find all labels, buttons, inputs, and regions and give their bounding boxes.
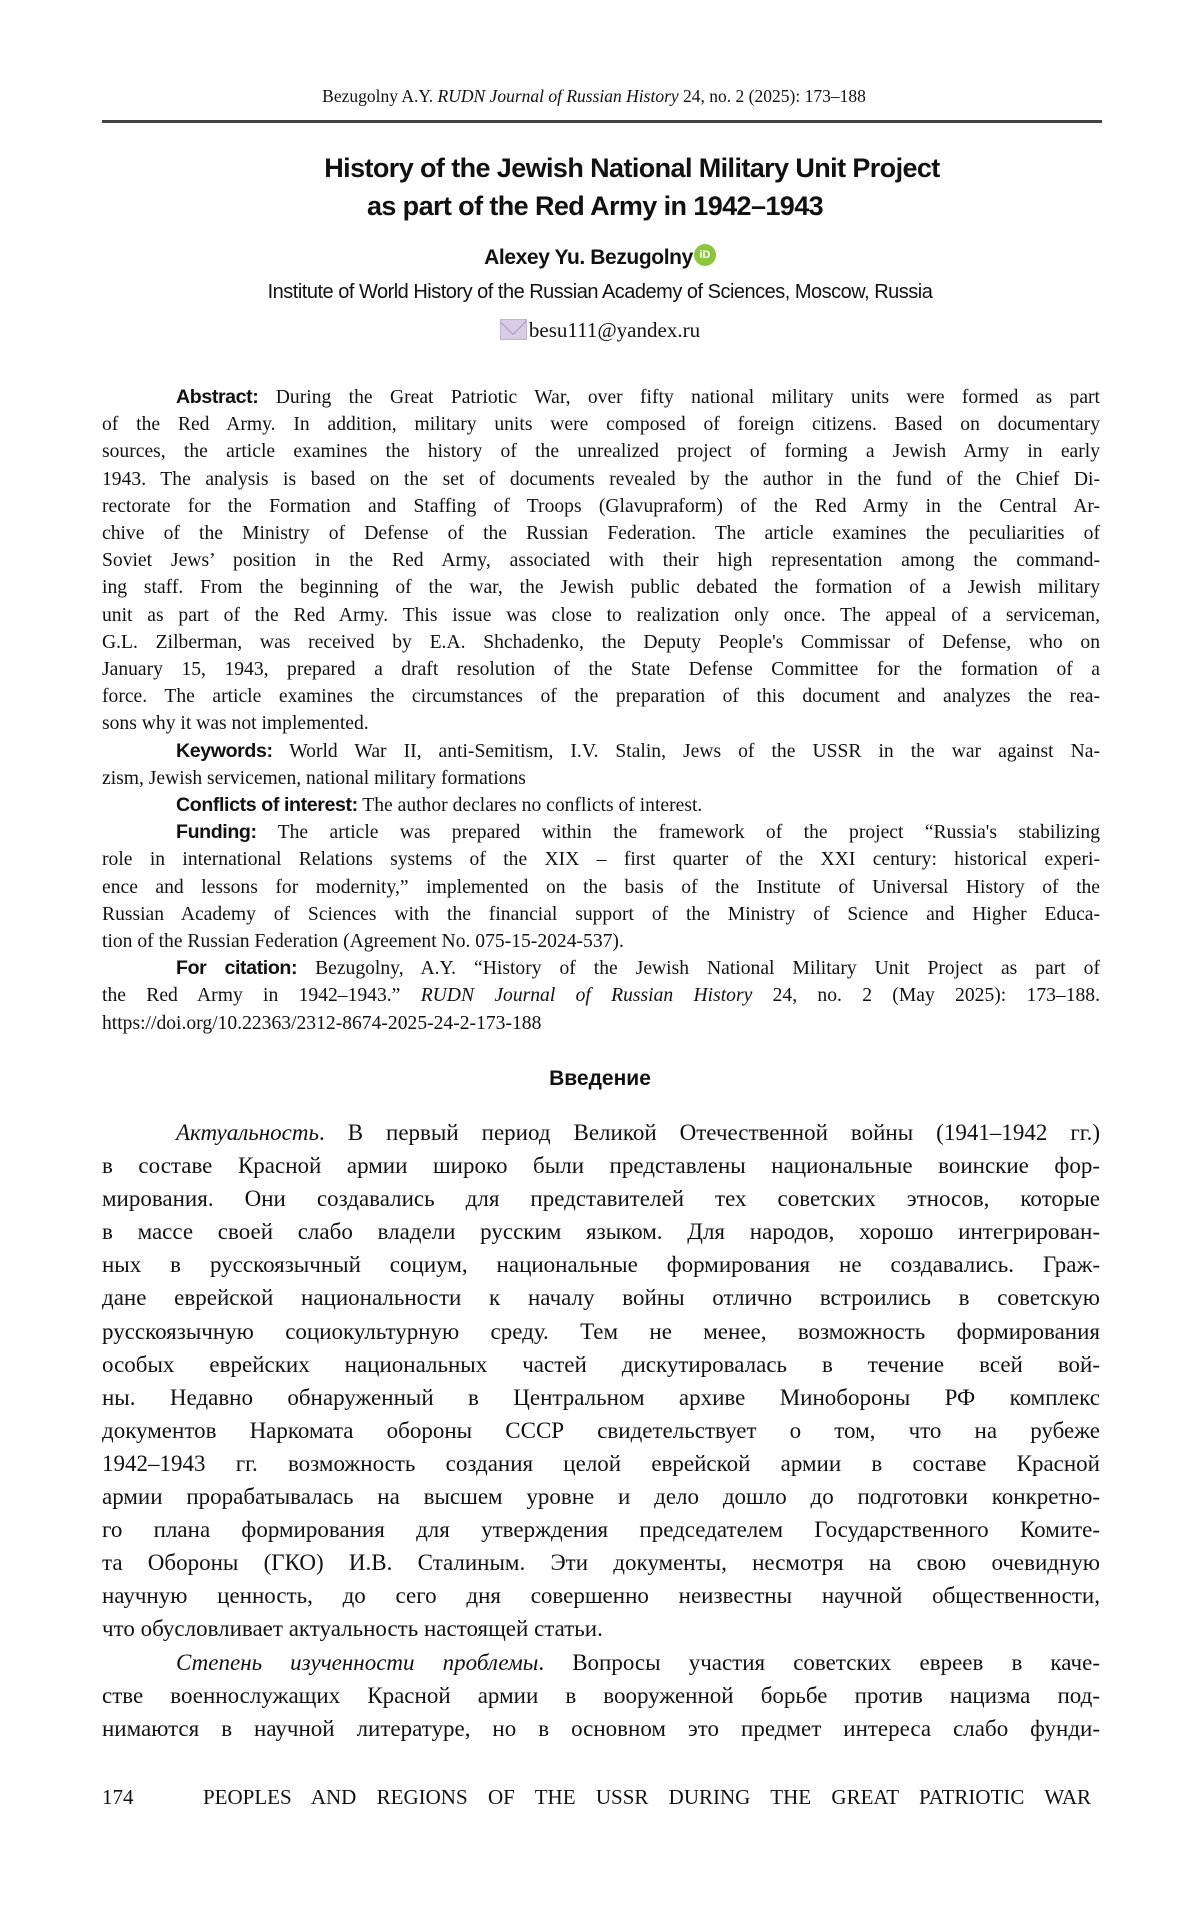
text-segment: role in international Relations systems of the XIX – first quarter of the XXI century: historical experi-: [102, 849, 1100, 870]
text-line: [102, 1248, 1100, 1281]
section-heading-introduction: Введение: [0, 1067, 1200, 1091]
orcid-icon[interactable]: iD: [694, 244, 716, 266]
text-line: [102, 1414, 1100, 1447]
text-line: [102, 710, 1100, 737]
running-header-author: Bezugolny A.Y.: [322, 86, 437, 106]
text-line: [102, 1149, 1100, 1182]
text-line: [102, 1348, 1100, 1381]
text-segment: в составе Красной армии широко были представлены национальные воинские фор-: [102, 1153, 1100, 1178]
text-segment: https://doi.org/10.22363/2312-8674-2025-24-2-173-188: [102, 1013, 541, 1034]
paragraph: [102, 1646, 1100, 1745]
paragraph-label: Актуальность: [176, 1120, 319, 1145]
text-line: [102, 1679, 1100, 1712]
paragraph: [102, 792, 1100, 819]
text-line: [102, 982, 1100, 1009]
author-line: [0, 244, 1200, 270]
text-segment: the Red Army in 1942–1943.”: [102, 985, 421, 1006]
paragraph-label: Funding:: [176, 821, 257, 843]
text-segment: . В первый период Великой Отечественной войны (1941–1942 гг.): [319, 1120, 1100, 1145]
text-line: [102, 1712, 1100, 1745]
text-segment: . Вопросы участия советских евреев в каче-: [538, 1650, 1100, 1675]
paragraph-label: Abstract:: [176, 386, 258, 408]
text-line: [102, 1281, 1100, 1314]
text-line: [102, 656, 1100, 683]
text-line: [102, 683, 1100, 710]
text-line: [102, 1546, 1100, 1579]
text-segment: мирования. Они создавались для представителей тех советских этносов, которые: [102, 1186, 1100, 1211]
footer-section-title: PEOPLES AND REGIONS OF THE USSR DURING THE GREAT PATRIOTIC WAR: [203, 1785, 1091, 1810]
email-link[interactable]: besu111@yandex.ru: [529, 318, 700, 342]
text-line: [102, 1381, 1100, 1414]
text-segment: го плана формирования для утверждения председателем Государственного Комите-: [102, 1517, 1100, 1542]
text-segment: документов Наркомата обороны СССР свидетельствует о том, что на рубеже: [102, 1418, 1100, 1443]
page-number: 174: [102, 1785, 134, 1810]
text-segment: особых еврейских национальных частей дискутировалась в течение всей вой-: [102, 1352, 1100, 1377]
text-line: [102, 466, 1100, 493]
text-segment: unit as part of the Red Army. This issue was close to realization only once. The appeal of a serviceman,: [102, 605, 1100, 626]
text-line: [102, 738, 1100, 765]
text-line: [102, 1579, 1100, 1612]
text-segment: армии прорабатывалась на высшем уровне и дело дошло до подготовки конкретно-: [102, 1484, 1100, 1509]
text-line: [102, 1182, 1100, 1215]
article-title-line-2: as part of the Red Army in 1942–1943: [0, 191, 1200, 222]
paragraph-label: Keywords:: [176, 740, 273, 762]
email-row: [0, 318, 1200, 343]
text-segment: Soviet Jews’ position in the Red Army, associated with their high representation among the command-: [102, 550, 1100, 571]
paragraph-label: Степень изученности проблемы: [176, 1650, 538, 1675]
text-line: [102, 1513, 1100, 1546]
paragraph: [102, 955, 1100, 1037]
text-line: [102, 493, 1100, 520]
article-title-line-1: History of the Jewish National Military Unit Project: [0, 153, 1200, 184]
running-header-issue: 24, no. 2 (2025): 173–188: [679, 86, 866, 106]
running-header-journal: RUDN Journal of Russian History: [438, 86, 679, 106]
text-line: [102, 1116, 1100, 1149]
text-line: [102, 846, 1100, 873]
text-line: [102, 411, 1100, 438]
paragraph: [102, 819, 1100, 955]
text-segment: force. The article examines the circumstances of the preparation of this document and analyzes the rea-: [102, 686, 1100, 707]
paragraph: [102, 738, 1100, 792]
text-line: [102, 1447, 1100, 1480]
text-segment: 1943. The analysis is based on the set of documents revealed by the author in the fund of the Chief Di-: [102, 469, 1100, 490]
text-segment: During the Great Patriotic War, over fifty national military units were formed as part: [258, 387, 1100, 408]
text-segment: стве военнослужащих Красной армии в вооруженной борьбе против нацизма под-: [102, 1683, 1100, 1708]
text-line: [102, 1612, 1100, 1645]
text-segment: русскоязычную социокультурную среду. Тем не менее, возможность формирования: [102, 1319, 1100, 1344]
affiliation: Institute of World History of the Russian Academy of Sciences, Moscow, Russia: [0, 281, 1200, 304]
text-segment: sources, the article examines the history of the unrealized project of forming a Jewish Army in early: [102, 441, 1100, 462]
text-line: [102, 547, 1100, 574]
text-segment: sons why it was not implemented.: [102, 713, 369, 734]
text-segment: Bezugolny, A.Y. “History of the Jewish National Military Unit Project as part of: [297, 958, 1100, 979]
text-line: [102, 792, 1100, 819]
text-segment: The article was prepared within the framework of the project “Russia's stabilizing: [257, 822, 1100, 843]
paragraph-label: Conflicts of interest:: [176, 794, 358, 816]
text-segment: ных в русскоязычный социум, национальные формирования не создавались. Граж-: [102, 1252, 1100, 1277]
text-segment: tion of the Russian Federation (Agreement No. 075-15-2024-537).: [102, 931, 624, 952]
text-segment: в массе своей слабо владели русским языком. Для народов, хорошо интегрирован-: [102, 1219, 1100, 1244]
text-segment: Russian Academy of Sciences with the financial support of the Ministry of Science and Higher Educa-: [102, 904, 1100, 925]
paragraph-label: For citation:: [176, 957, 297, 979]
text-segment: дане еврейской национальности к началу войны отлично встроились в советскую: [102, 1285, 1100, 1310]
text-segment: The author declares no conflicts of interest.: [358, 795, 703, 816]
text-segment: of the Red Army. In addition, military units were composed of foreign citizens. Based on documentary: [102, 414, 1100, 435]
text-line: [102, 520, 1100, 547]
abstract-block: [102, 384, 1100, 1037]
text-line: [102, 874, 1100, 901]
text-line: [102, 819, 1100, 846]
italic-text: RUDN Journal of Russian History: [421, 985, 753, 1006]
author-name: Alexey Yu. Bezugolny: [484, 246, 693, 269]
text-line: [102, 1480, 1100, 1513]
text-segment: January 15, 1943, prepared a draft resolution of the State Defense Committee for the formation of a: [102, 659, 1100, 680]
paragraph: [102, 1116, 1100, 1646]
text-segment: 24, no. 2 (May 2025): 173–188.: [752, 985, 1100, 1006]
text-line: [102, 629, 1100, 656]
text-line: [102, 384, 1100, 411]
text-line: [102, 1215, 1100, 1248]
text-segment: что обусловливает актуальность настоящей статьи.: [102, 1616, 603, 1641]
text-line: [102, 574, 1100, 601]
text-segment: ence and lessons for modernity,” implemented on the basis of the Institute of Universal History of the: [102, 877, 1100, 898]
text-line: [102, 602, 1100, 629]
body-text: [102, 1116, 1100, 1745]
text-line: [102, 1010, 1100, 1037]
text-line: [102, 955, 1100, 982]
envelope-icon: [500, 319, 527, 340]
text-segment: G.L. Zilberman, was received by E.A. Shchadenko, the Deputy People's Commissar of Defense, who on: [102, 632, 1100, 653]
text-line: [102, 901, 1100, 928]
text-segment: World War II, anti-Semitism, I.V. Stalin, Jews of the USSR in the war against Na-: [273, 741, 1100, 762]
text-line: [102, 1646, 1100, 1679]
text-segment: zism, Jewish servicemen, national military formations: [102, 768, 526, 789]
running-header: [0, 86, 1188, 107]
text-line: [102, 1315, 1100, 1348]
text-segment: ны. Недавно обнаруженный в Центральном архиве Минобороны РФ комплекс: [102, 1385, 1100, 1410]
text-segment: rectorate for the Formation and Staffing of Troops (Glavupraform) of the Red Army in the Central Ar-: [102, 496, 1100, 517]
text-line: [102, 928, 1100, 955]
text-segment: chive of the Ministry of Defense of the Russian Federation. The article examines the peculiarities of: [102, 523, 1100, 544]
text-segment: та Обороны (ГКО) И.В. Сталиным. Эти документы, несмотря на свою очевидную: [102, 1550, 1100, 1575]
text-segment: научную ценность, до сего дня совершенно неизвестны научной общественности,: [102, 1583, 1100, 1608]
header-divider: [102, 120, 1102, 123]
paragraph: [102, 384, 1100, 738]
text-segment: ing staff. From the beginning of the war, the Jewish public debated the formation of a Jewish military: [102, 577, 1100, 598]
text-line: [102, 438, 1100, 465]
text-segment: 1942–1943 гг. возможность создания целой еврейской армии в составе Красной: [102, 1451, 1100, 1476]
text-line: [102, 765, 1100, 792]
text-segment: нимаются в научной литературе, но в основном это предмет интереса слабо фунди-: [102, 1716, 1100, 1741]
